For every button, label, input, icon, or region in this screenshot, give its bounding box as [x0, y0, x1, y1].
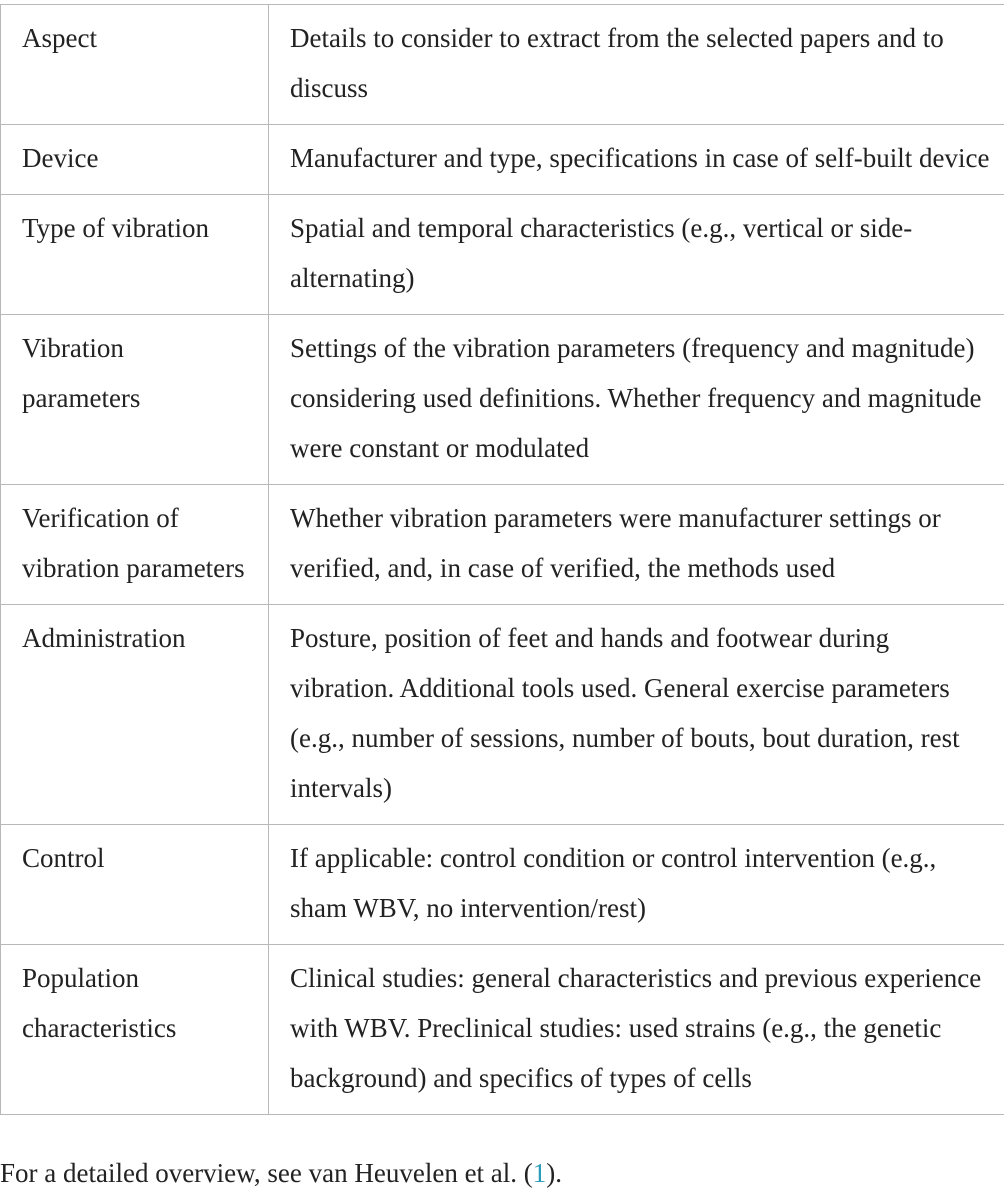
aspect-cell: Administration: [1, 605, 269, 825]
aspect-cell: Device: [1, 125, 269, 195]
aspect-cell: Type of vibration: [1, 195, 269, 315]
aspect-cell: Vibration parameters: [1, 315, 269, 485]
details-cell: Settings of the vibration parameters (frequency and magnitude) considering used definitions. Whether frequency and magnitude were constant or modulated: [269, 315, 1004, 485]
table-footnote: [0, 1153, 562, 1193]
details-cell: Posture, position of feet and hands and footwear during vibration. Additional tools used. General exercise parameters (e.g., number of sessions, number of bouts, bout duration, rest intervals): [269, 605, 1004, 825]
aspect-cell: Verification of vibration parameters: [1, 485, 269, 605]
table-row: [1, 315, 1004, 485]
footnote-text-end: ).: [546, 1158, 563, 1188]
footnote-text: For a detailed overview, see van Heuvelen et al. (: [0, 1158, 533, 1188]
table-row: [1, 825, 1004, 945]
table-row: [1, 605, 1004, 825]
table-row: [1, 195, 1004, 315]
aspect-cell: Aspect: [1, 5, 269, 125]
table-row: [1, 125, 1004, 195]
table-row: [1, 485, 1004, 605]
details-cell: Details to consider to extract from the selected papers and to discuss: [269, 5, 1004, 125]
details-cell: Manufacturer and type, specifications in case of self-built device: [269, 125, 1004, 195]
details-cell: Spatial and temporal characteristics (e.g., vertical or side-alternating): [269, 195, 1004, 315]
details-cell: Whether vibration parameters were manufacturer settings or verified, and, in case of verified, the methods used: [269, 485, 1004, 605]
table-row: [1, 945, 1004, 1115]
reference-link[interactable]: 1: [532, 1158, 547, 1188]
details-cell: If applicable: control condition or control intervention (e.g., sham WBV, no intervention/rest): [269, 825, 1004, 945]
aspect-cell: Control: [1, 825, 269, 945]
aspects-table: [0, 4, 1004, 1115]
details-cell: Clinical studies: general characteristics and previous experience with WBV. Preclinical studies: used strains (e.g., the genetic background) and specifics of types of cells: [269, 945, 1004, 1115]
table-row: [1, 5, 1004, 125]
aspect-cell: Population characteristics: [1, 945, 269, 1115]
